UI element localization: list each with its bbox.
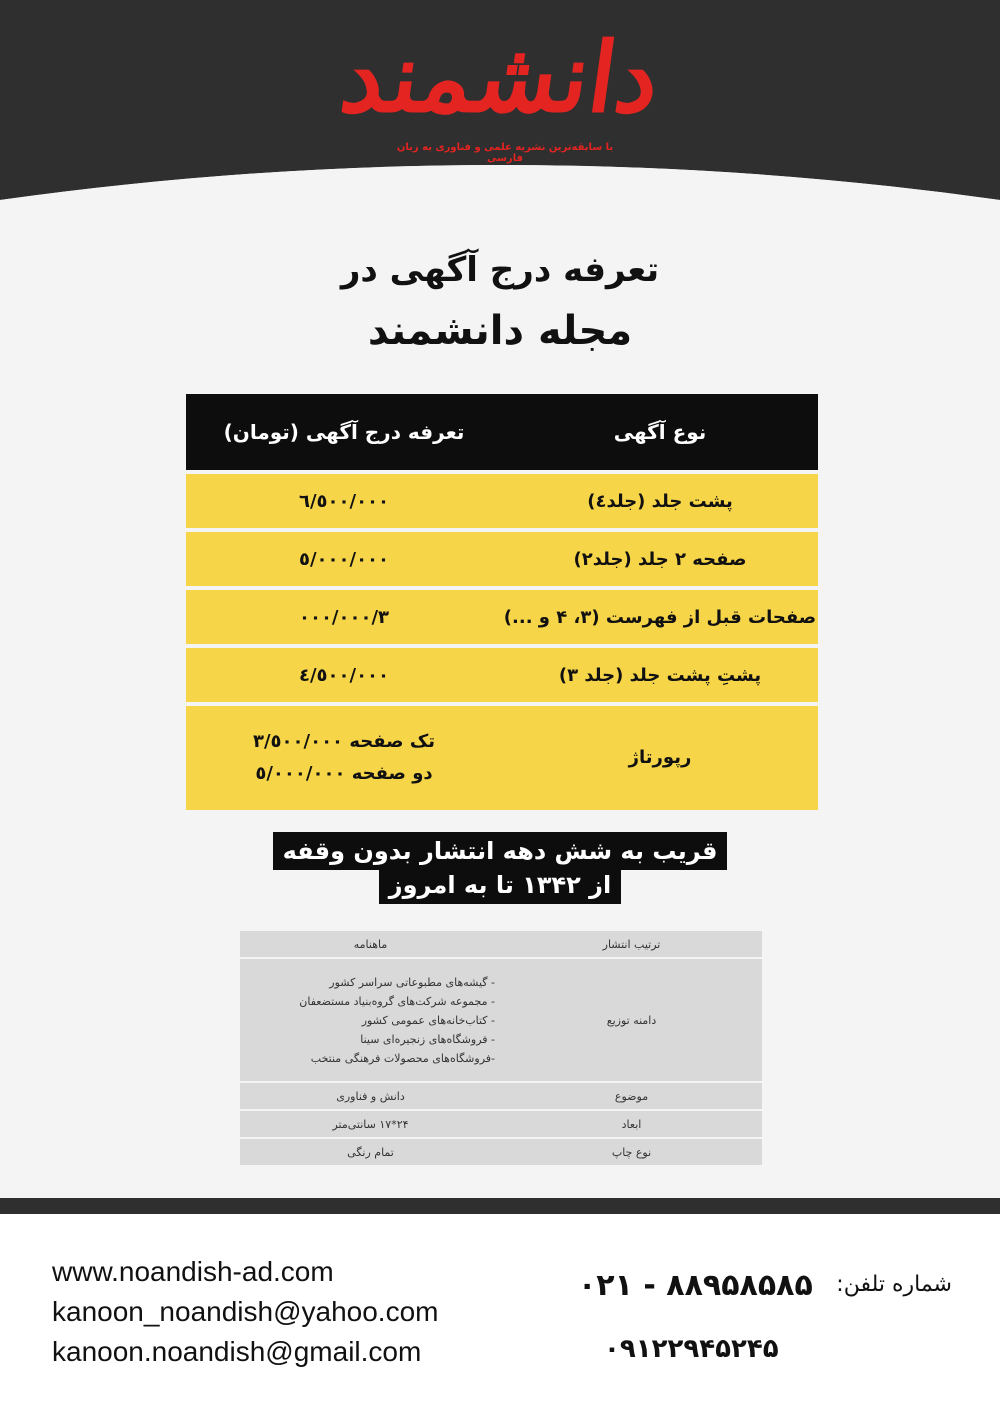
table-row xyxy=(238,959,762,1081)
ad-price-cell: ٦/٥٠٠/٠٠٠ xyxy=(186,474,502,528)
list-item: - فروشگاه‌های زنجیره‌ای سینا xyxy=(360,1032,495,1046)
info-value: ۲۴*۱۷ سانتی‌متر xyxy=(240,1111,501,1137)
list-item: - مجموعه شرکت‌های گروه‌بنیاد مستضعفان xyxy=(299,994,495,1008)
list-item: -فروشگاه‌های محصولات فرهنگی منتخب xyxy=(310,1051,495,1065)
info-label: ابعاد xyxy=(501,1111,762,1137)
rates-table-header xyxy=(182,394,818,470)
table-row xyxy=(238,1111,762,1137)
ad-type-cell: صفحات قبل از فهرست (۳، ۴ و ...) xyxy=(502,590,818,644)
history-banner-line1 xyxy=(0,832,1000,870)
phone-label: شماره تلفن: xyxy=(836,1272,952,1297)
phone-mobile[interactable]: ۰۹۱۲۲۹۴۵۲۴۵ xyxy=(604,1334,779,1364)
banner-text: از ۱۳۴۲ تا به امروز xyxy=(379,866,621,904)
reportage-price-double: دو صفحه ٥/٠٠٠/٠٠٠ xyxy=(255,763,433,784)
info-label: دامنه توزیع xyxy=(501,959,762,1081)
header xyxy=(0,0,1000,225)
history-banner-line2 xyxy=(0,866,1000,904)
footer-divider xyxy=(0,1198,1000,1214)
ad-type-cell: صفحه ۲ جلد (جلد۲) xyxy=(502,532,818,586)
ad-type-cell: رپورتاژ xyxy=(502,706,818,810)
magazine-logo: دانشمند xyxy=(334,21,667,134)
rates-table xyxy=(182,394,818,814)
banner-text: قریب به شش دهه انتشار بدون وقفه xyxy=(273,832,728,870)
table-row-reportage xyxy=(182,706,818,810)
table-row xyxy=(182,590,818,644)
ad-price-cell xyxy=(186,706,502,810)
email-gmail-link[interactable]: kanoon.noandish@gmail.com xyxy=(52,1336,422,1367)
table-row xyxy=(182,648,818,702)
info-value: دانش و فناوری xyxy=(240,1083,501,1109)
website-link[interactable]: www.noandish-ad.com xyxy=(52,1256,334,1287)
info-value: ماهنامه xyxy=(240,931,501,957)
info-value: تمام رنگی xyxy=(240,1139,501,1165)
table-row xyxy=(238,931,762,957)
distribution-list xyxy=(240,959,501,1081)
ad-price-cell: ٥/٠٠٠/٠٠٠ xyxy=(186,532,502,586)
email-yahoo-link[interactable]: kanoon_noandish@yahoo.com xyxy=(52,1296,439,1327)
page-title-line2: مجله دانشمند xyxy=(367,308,633,354)
table-row xyxy=(182,474,818,528)
list-item: - گیشه‌های مطبوعاتی سراسر کشور xyxy=(329,975,495,989)
info-label: نوع چاپ xyxy=(501,1139,762,1165)
phone-landline[interactable]: ۰۲۱ - ۸۸۹۵۸۵۸۵ xyxy=(578,1268,813,1303)
page-title-line1: تعرفه درج آگهی در xyxy=(340,250,660,290)
ad-type-cell: پشت جلد (جلد٤) xyxy=(502,474,818,528)
reportage-price-single: تک صفحه ۳/٥٠٠/٠٠٠ xyxy=(252,731,436,752)
ad-type-cell: پشتِ پشت جلد (جلد ۳) xyxy=(502,648,818,702)
ad-price-cell: ۳/٠٠٠/٠٠٠ xyxy=(186,590,502,644)
header-ad-price: تعرفه درج آگهی (تومان) xyxy=(186,394,502,470)
table-row xyxy=(238,1139,762,1165)
header-ad-type: نوع آگهی xyxy=(502,394,818,470)
info-label: ترتیب انتشار xyxy=(501,931,762,957)
list-item: - کتاب‌خانه‌های عمومی کشور xyxy=(361,1013,495,1027)
ad-price-cell: ٤/٥٠٠/٠٠٠ xyxy=(186,648,502,702)
logo-tagline: با سابقه‌ترین نشریه علمی و فناوری به زبان فارسی xyxy=(396,142,614,164)
table-row xyxy=(238,1083,762,1109)
info-label: موضوع xyxy=(501,1083,762,1109)
info-table xyxy=(238,931,762,1167)
table-row xyxy=(182,532,818,586)
